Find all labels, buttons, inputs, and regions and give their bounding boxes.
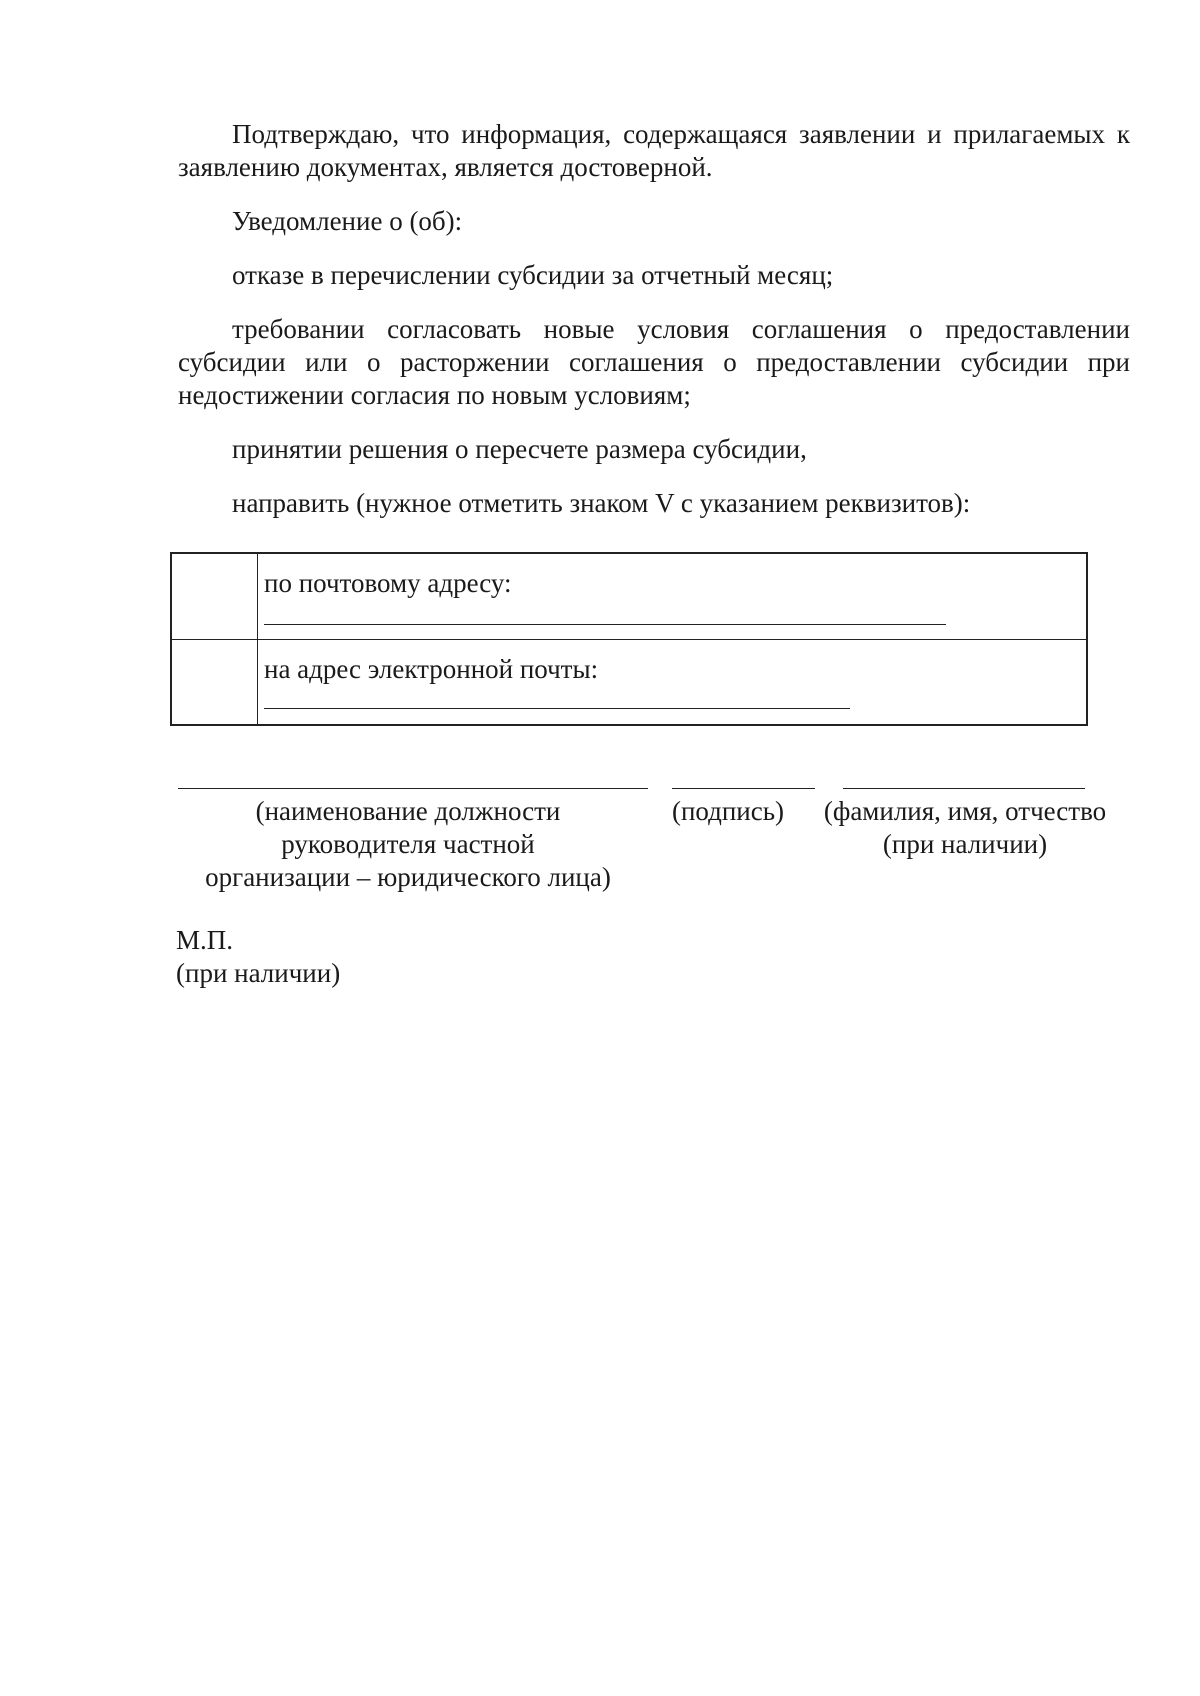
notice-option-refusal: отказе в перечислении субсидии за отчетный месяц; xyxy=(232,260,834,290)
postal-mark-cell[interactable] xyxy=(172,554,258,639)
delivery-row-postal xyxy=(172,554,1086,640)
position-caption-line: организации – юридического лица) xyxy=(205,862,611,892)
fullname-caption-line: (при наличии) xyxy=(882,829,1048,859)
position-caption-line: руководителя частной xyxy=(281,829,535,859)
position-caption-line: (наименование должности xyxy=(255,796,561,826)
notice-option-requirement: требовании согласовать новые условия соглашения о предоставлении субсидии или о расторжении соглашения о предоставлении субсидии при недостижении согласия по новым условиям; xyxy=(178,314,1130,410)
delivery-instruction: направить (нужное отметить знаком V с указанием реквизитов): xyxy=(232,488,971,518)
postal-address-label: по почтовому адресу: xyxy=(264,568,512,598)
email-address-field[interactable] xyxy=(264,708,850,709)
fullname-caption-line: (фамилия, имя, отчество xyxy=(823,796,1107,826)
fullname-signature-line[interactable] xyxy=(843,788,1085,789)
delivery-method-table xyxy=(170,552,1088,726)
position-caption xyxy=(178,795,638,894)
delivery-row-email xyxy=(172,640,1086,724)
postal-address-field[interactable] xyxy=(264,624,946,625)
notice-option-recalculation: принятии решения о пересчете размера субсидии, xyxy=(232,434,807,464)
signature-caption-line: (подпись) xyxy=(671,796,785,826)
email-address-label: на адрес электронной почты: xyxy=(264,654,599,684)
position-signature-line[interactable] xyxy=(178,788,648,789)
signature-caption xyxy=(660,795,796,828)
confirmation-paragraph: Подтверждаю, что информация, содержащаяся заявлении и прилагаемых к заявлению документах, является достоверной. xyxy=(178,119,1130,182)
signature-line[interactable] xyxy=(672,788,815,789)
notice-heading: Уведомление о (об): xyxy=(232,206,463,236)
seal-placeholder xyxy=(176,924,340,990)
seal-note: (при наличии) xyxy=(176,958,341,988)
seal-label: М.П. xyxy=(176,925,234,955)
email-mark-cell[interactable] xyxy=(172,640,258,724)
fullname-caption xyxy=(815,795,1115,861)
